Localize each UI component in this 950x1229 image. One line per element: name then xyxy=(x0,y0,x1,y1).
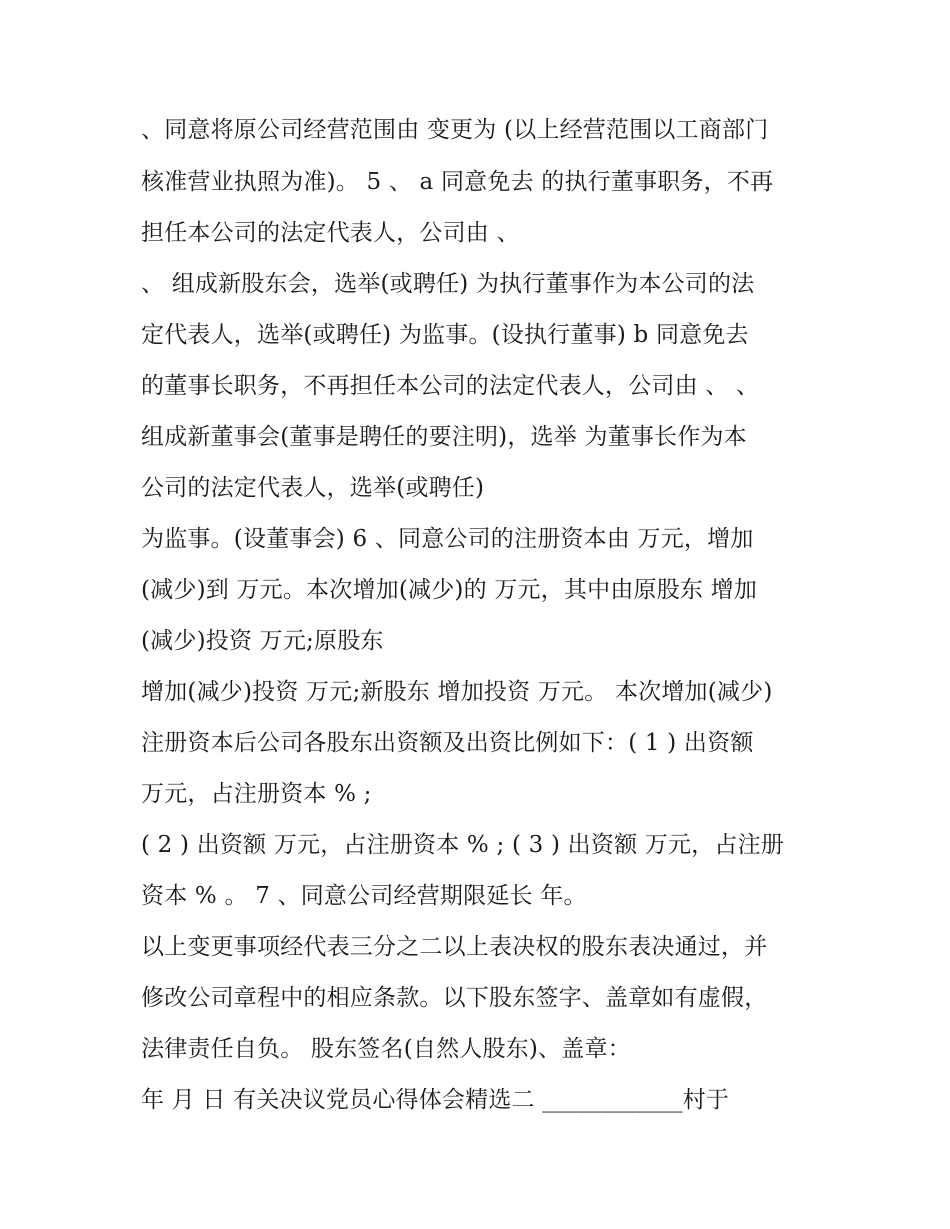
text-line-6: 的董事长职务，不再担任本公司的法定代表人，公司由 、 、 xyxy=(141,373,760,399)
text-line-4: 、 组成新股东会，选举(或聘任) 为执行董事作为本公司的法 xyxy=(141,271,755,297)
text-line-15: ( 2 ) 出资额 万元，占注册资本 % ; ( 3 ) 出资额 万元，占注册 xyxy=(141,832,784,858)
text-line-3: 担任本公司的法定代表人，公司由 、 xyxy=(141,220,520,246)
text-line-14: 万元，占注册资本 % ; xyxy=(141,781,372,807)
text-line-2: 核准营业执照为准)。 5 、 a 同意免去 的执行董事职务，不再 xyxy=(141,169,774,195)
text-line-1: 、同意将原公司经营范围由 变更为 (以上经营范围以工商部门 xyxy=(141,117,769,143)
text-line-17: 以上变更事项经代表三分之二以上表决权的股东表决通过，并 xyxy=(141,934,768,960)
text-line-12: 增加(减少)投资 万元;新股东 增加投资 万元。 本次增加(减少) xyxy=(141,679,773,705)
text-line-13: 注册资本后公司各股东出资额及出资比例如下：( 1 ) 出资额 xyxy=(141,730,754,756)
text-line-5: 定代表人，选举(或聘任) 为监事。(设执行董事) b 同意免去 xyxy=(141,322,749,348)
text-line-11: (减少)投资 万元;原股东 xyxy=(141,628,384,654)
text-line-16: 资本 % 。 7 、同意公司经营期限延长 年。 xyxy=(141,883,587,909)
text-line-8: 公司的法定代表人，选举(或聘任) xyxy=(141,475,485,501)
text-line-10: (减少)到 万元。本次增加(减少)的 万元，其中由原股东 增加 xyxy=(141,577,758,603)
text-line-18: 修改公司章程中的相应条款。以下股东签字、盖章如有虚假， xyxy=(141,985,768,1011)
text-line-9: 为监事。(设董事会) 6 、同意公司的注册资本由 万元，增加 xyxy=(141,526,754,552)
text-line-7: 组成新董事会(董事是聘任的要注明)，选举 为董事长作为本 xyxy=(141,424,747,450)
text-line-19: 法律责任自负。 股东签名(自然人股东)、盖章： xyxy=(141,1036,631,1062)
text-line-20: 年 月 日 有关决议党员心得体会精选二 ____________村于 xyxy=(141,1087,730,1113)
